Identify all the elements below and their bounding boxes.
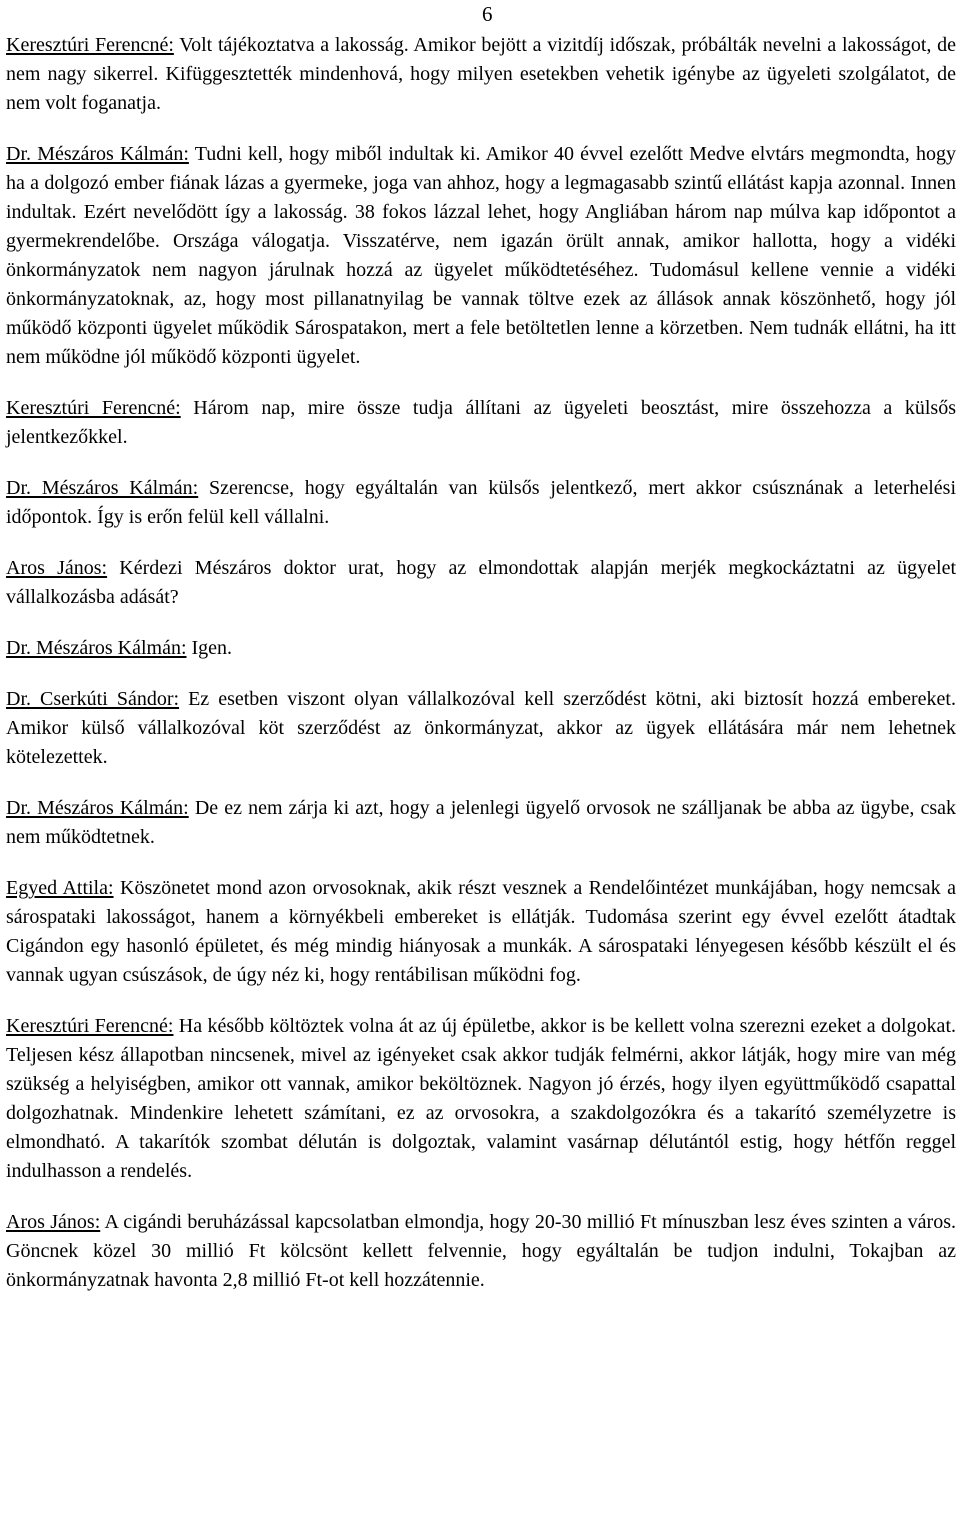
page-number: 6	[482, 2, 493, 26]
speaker-name: Dr. Cserkúti Sándor:	[6, 688, 180, 710]
paragraph-1	[6, 31, 956, 118]
statement-text: Igen.	[186, 637, 233, 659]
speaker-name: Dr. Mészáros Kálmán:	[6, 143, 189, 165]
paragraph-6	[6, 634, 956, 663]
paragraph-9	[6, 874, 956, 990]
paragraph-8	[6, 794, 956, 852]
paragraph-7	[6, 685, 956, 772]
document-body	[6, 31, 956, 1317]
speaker-name: Keresztúri Ferencné:	[6, 34, 174, 56]
statement-text: Kérdezi Mészáros doktor urat, hogy az elmondottak alapján merjék megkockáztatni az ügyelet vállalkozásba adását?	[6, 557, 956, 608]
statement-text: Ha később költöztek volna át az új épületbe, akkor is be kellett volna szerezni ezeket a dolgokat. Teljesen kész állapotban nincsenek, mivel az igényeket csak akkor tudják felmérni, akkor látják, hogy mire van még szükség a helyiségben, amikor ott vannak, amikor beköltöznek. Nagyon jó érzés, hogy ilyen együttműködő csapattal dolgozhatnak. Mindenkire lehetett számítani, ez az orvosokra, a szakdolgozókra és a takarító személyzetre is elmondható. A takarítók szombat délután is dolgoztak, valamint vasárnap délutántól estig, hogy hétfőn reggel indulhasson a rendelés.	[6, 1015, 956, 1182]
speaker-name: Aros János:	[6, 557, 108, 579]
speaker-name: Dr. Mészáros Kálmán:	[6, 637, 187, 659]
speaker-name: Keresztúri Ferencné:	[6, 397, 181, 419]
paragraph-3	[6, 394, 956, 452]
speaker-name: Dr. Mészáros Kálmán:	[6, 477, 199, 499]
speaker-name: Dr. Mészáros Kálmán:	[6, 797, 189, 819]
paragraph-5	[6, 554, 956, 612]
statement-text: A cigándi beruházással kapcsolatban elmondja, hogy 20-30 millió Ft mínuszban lesz éves szinten a város. Göncnek közel 30 millió Ft kölcsönt kellett felvennie, hogy egyáltalán be tudjon indulni, Tokajban az önkormányzatnak havonta 2,8 millió Ft-ot kell hozzátennie.	[6, 1211, 956, 1291]
statement-text: Ez esetben viszont olyan vállalkozóval kell szerződést kötni, aki biztosít hozzá embereket. Amikor külső vállalkozóval köt szerződést az önkormányzat, akkor az ügyek ellátására már nem lehetnek kötelezettek.	[6, 688, 956, 768]
paragraph-10	[6, 1012, 956, 1186]
document-page	[6, 0, 956, 1525]
statement-text: Szerencse, hogy egyáltalán van külsős jelentkező, mert akkor csúsznának a leterhelési időpontok. Így is erőn felül kell vállalni.	[6, 477, 956, 528]
speaker-name: Aros János:	[6, 1211, 101, 1233]
statement-text: Három nap, mire össze tudja állítani az ügyeleti beosztást, mire összehozza a külsős jelentkezőkkel.	[6, 397, 956, 448]
paragraph-11	[6, 1208, 956, 1295]
paragraph-4	[6, 474, 956, 532]
statement-text: De ez nem zárja ki azt, hogy a jelenlegi ügyelő orvosok ne szálljanak be abba az ügybe, csak nem működtetnek.	[6, 797, 956, 848]
speaker-name: Keresztúri Ferencné:	[6, 1015, 174, 1037]
speaker-name: Egyed Attila:	[6, 877, 114, 899]
statement-text: Tudni kell, hogy miből indultak ki. Amikor 40 évvel ezelőtt Medve elvtárs megmondta, hogy ha a dolgozó ember fiának lázas a gyermeke, joga van ahhoz, hogy a legmagasabb szintű ellátást kapja azonnal. Innen indultak. Ezért nevelődött így a lakosság. 38 fokos lázzal lehet, hogy Angliában három nap múlva kap időpontot a gyermekrendelőbe. Országa válogatja. Visszatérve, nem igazán örült annak, amikor hallotta, hogy a vidéki önkormányzatok nem nagyon járulnak hozzá az ügyelet működtetéséhez. Tudomásul kellene vennie a vidéki önkormányzatoknak, az, hogy most pillanatnyilag be vannak töltve ezek az állások annak köszönhető, hogy jól működő központi ügyelet működik Sárospatakon, mert a fele betöltetlen lenne a körzetben. Nem tudnák ellátni, ha itt nem működne jól működő központi ügyelet.	[6, 143, 956, 368]
statement-text: Köszönetet mond azon orvosoknak, akik részt vesznek a Rendelőintézet munkájában, hogy nemcsak a sárospataki lakosságot, hanem a környékbeli embereket is ellátják. Tudomása szerint egy évvel ezelőtt átadtak Cigándon egy hasonló épületet, és még mindig hiányosak a munkák. A sárospataki lényegesen később készült el és vannak ugyan csúszások, de úgy néz ki, hogy rentábilisan működni fog.	[6, 877, 957, 986]
paragraph-2	[6, 140, 956, 372]
statement-text: Volt tájékoztatva a lakosság. Amikor bejött a vizitdíj időszak, próbálták nevelni a lakosságot, de nem nagy sikerrel. Kifüggesztették mindenhová, hogy milyen esetekben vehetik igénybe az ügyeleti szolgálatot, de nem volt foganatja.	[6, 34, 956, 114]
